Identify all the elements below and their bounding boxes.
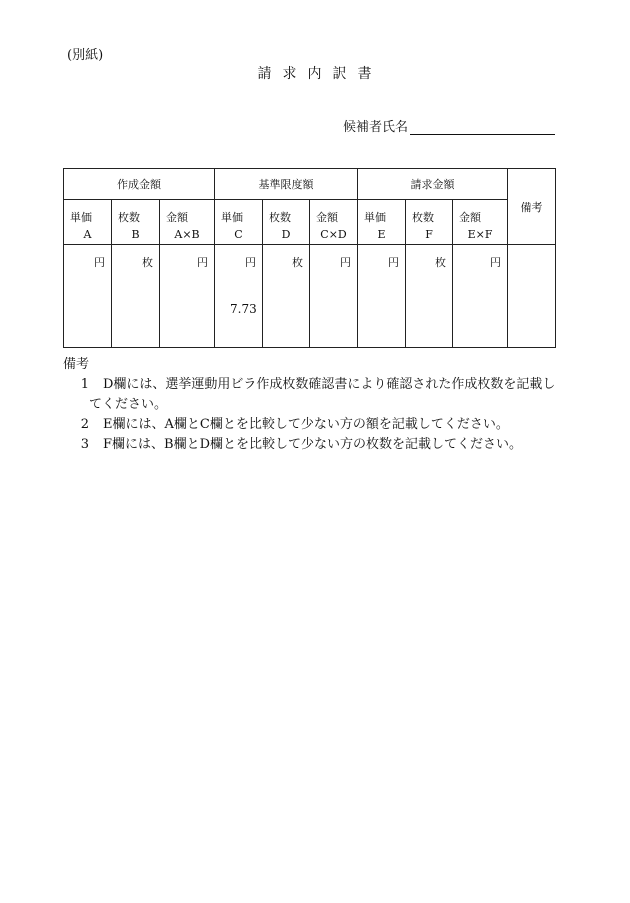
cell-unit-price-a[interactable] xyxy=(64,245,112,348)
group-header-standard-limit: 基準限度額 xyxy=(215,169,358,200)
cell-amount-cxd[interactable] xyxy=(310,245,358,348)
column-code: A xyxy=(83,228,92,241)
notes-section xyxy=(63,355,573,455)
cell-count-d[interactable] xyxy=(263,245,310,348)
note-number: 3 xyxy=(80,437,89,452)
column-header-cxd xyxy=(310,200,358,245)
column-label: 単価 xyxy=(364,211,387,224)
candidate-name-field xyxy=(343,116,555,135)
column-header-exf xyxy=(453,200,508,245)
note-continuation: てください。 xyxy=(89,397,168,412)
cell-unit-price-e[interactable] xyxy=(358,245,406,348)
column-label: 金額 xyxy=(166,211,188,224)
unit-label: 円 xyxy=(388,256,400,269)
column-header-d xyxy=(263,200,310,245)
cell-amount-exf[interactable] xyxy=(453,245,508,348)
column-label: 単価 xyxy=(70,211,92,224)
note-number: 1 xyxy=(80,377,89,392)
unit-label: 円 xyxy=(197,256,208,269)
unit-label: 円 xyxy=(340,256,352,269)
invoice-breakdown-table xyxy=(63,168,556,348)
group-header-claim-amount: 請求金額 xyxy=(358,169,508,200)
cell-amount-axb[interactable] xyxy=(160,245,215,348)
column-label: 金額 xyxy=(316,211,338,224)
unit-label: 枚 xyxy=(435,256,447,269)
unit-label: 円 xyxy=(245,256,256,269)
column-code: C×D xyxy=(320,228,347,241)
unit-label: 枚 xyxy=(292,256,303,269)
column-header-axb xyxy=(160,200,215,245)
standard-unit-price-value: 7.73 xyxy=(230,302,257,316)
column-label: 枚数 xyxy=(412,211,435,224)
unit-label: 円 xyxy=(490,256,502,269)
column-code: D xyxy=(281,228,291,241)
note-item xyxy=(63,375,573,395)
column-header-c xyxy=(215,200,263,245)
group-header-creation-amount: 作成金額 xyxy=(64,169,215,200)
column-code: B xyxy=(131,228,140,241)
candidate-name-label: 候補者氏名 xyxy=(343,120,409,135)
attachment-label: (別紙) xyxy=(67,48,104,63)
cell-unit-price-c[interactable] xyxy=(215,245,263,348)
note-text: D欄には、選挙運動用ビラ作成枚数確認書により確認された作成枚数を記載し xyxy=(103,377,556,392)
column-label: 単価 xyxy=(221,211,243,224)
column-header-a xyxy=(64,200,112,245)
column-code: A×B xyxy=(174,228,200,241)
column-code: F xyxy=(425,228,433,241)
column-header-b xyxy=(112,200,160,245)
note-text: F欄には、B欄とD欄とを比較して少ない方の枚数を記載してください。 xyxy=(103,437,522,452)
column-code: E×F xyxy=(467,228,493,241)
note-text: E欄には、A欄とC欄とを比較して少ない方の額を記載してください。 xyxy=(103,417,509,432)
cell-count-b[interactable] xyxy=(112,245,160,348)
column-label: 枚数 xyxy=(118,211,140,224)
unit-label: 枚 xyxy=(142,256,153,269)
column-header-f xyxy=(406,200,453,245)
unit-label: 円 xyxy=(94,256,105,269)
candidate-name-line[interactable] xyxy=(410,120,555,135)
cell-remarks[interactable] xyxy=(508,245,556,348)
document-title: 請求内訳書 xyxy=(257,66,383,82)
cell-count-f[interactable] xyxy=(406,245,453,348)
notes-heading: 備考 xyxy=(63,357,90,372)
column-label: 金額 xyxy=(459,211,482,224)
column-label: 枚数 xyxy=(269,211,291,224)
note-item xyxy=(63,415,573,435)
column-code: C xyxy=(234,228,243,241)
column-header-e xyxy=(358,200,406,245)
note-number: 2 xyxy=(80,417,89,432)
note-item xyxy=(63,435,573,455)
remarks-header: 備考 xyxy=(508,169,556,245)
column-code: E xyxy=(377,228,386,241)
